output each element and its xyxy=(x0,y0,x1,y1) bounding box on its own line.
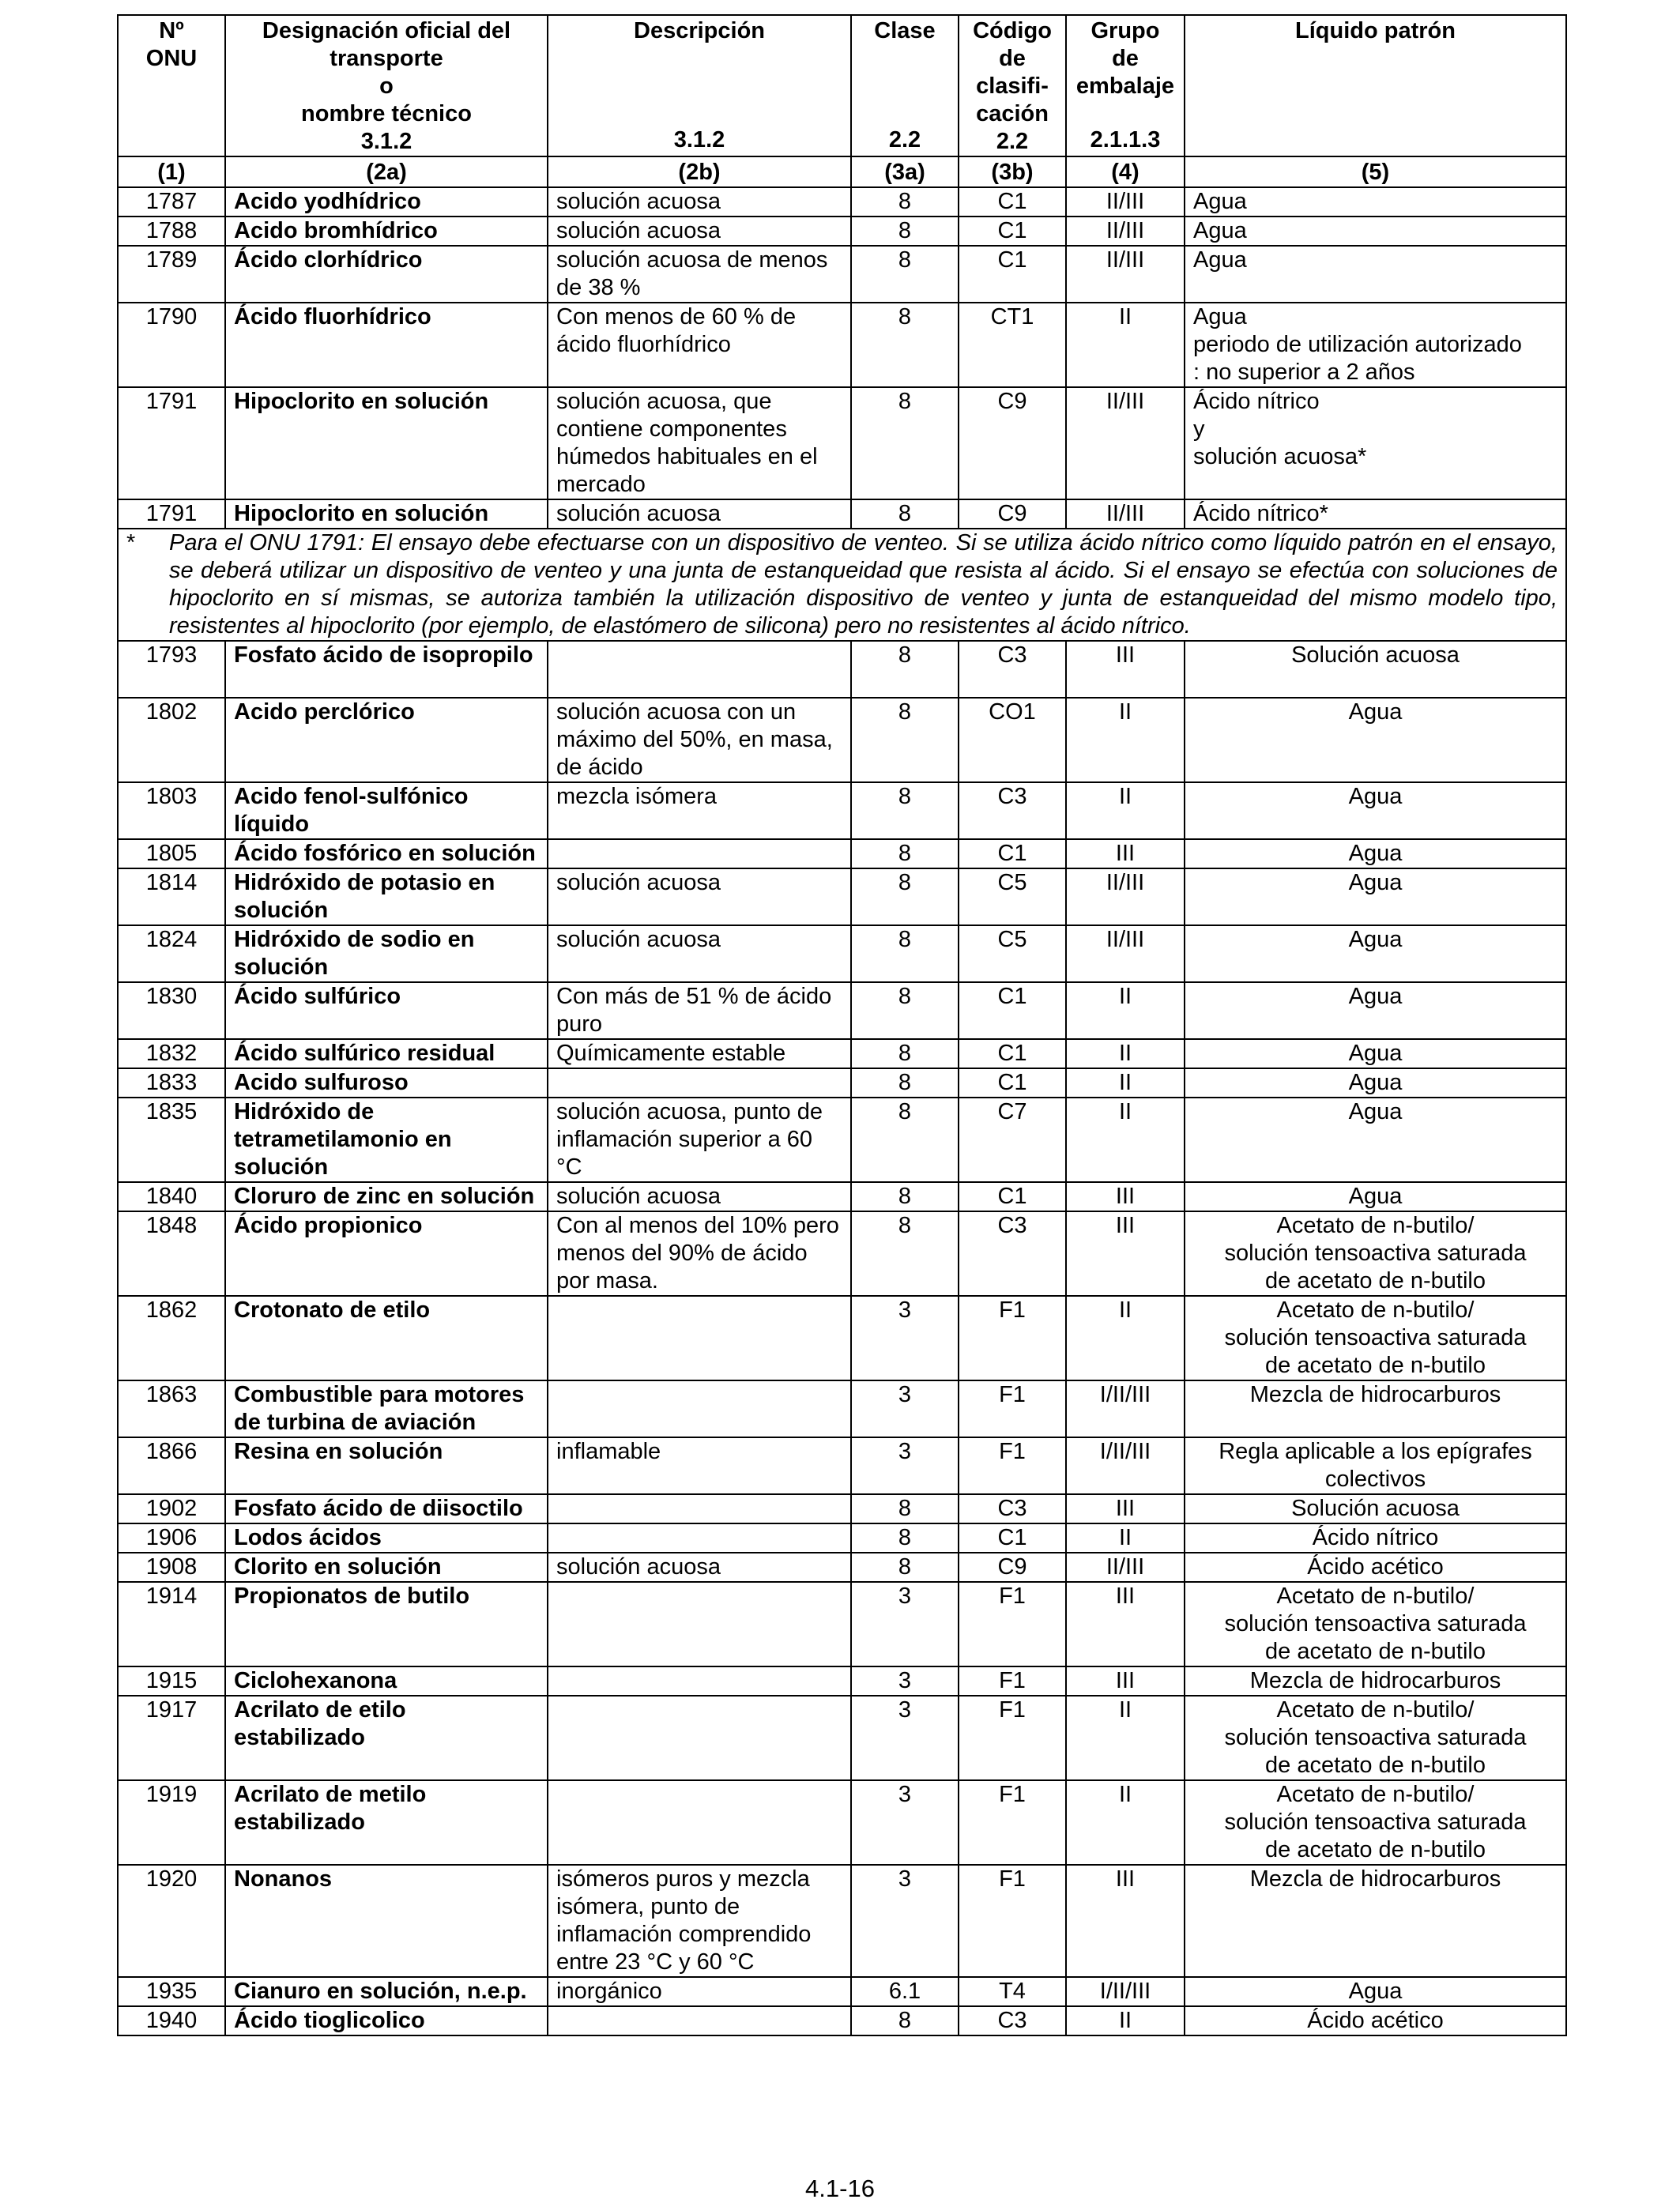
cell-description xyxy=(548,2006,851,2035)
cell-standard-liquid: Agua xyxy=(1185,1068,1566,1098)
header-class: Clase 2.2 xyxy=(851,15,959,156)
cell-description: mezcla isómera xyxy=(548,782,851,839)
cell-shipping-name: Acrilato de metilo estabilizado xyxy=(225,1780,548,1865)
cell-standard-liquid: Agua xyxy=(1185,868,1566,925)
cell-shipping-name: Acido sulfuroso xyxy=(225,1068,548,1098)
cell-standard-liquid: Acetato de n-butilo/ solución tensoactiva saturada de acetato de n-butilo xyxy=(1185,1696,1566,1780)
cell-onu-number: 1919 xyxy=(118,1780,225,1865)
cell-description: Con más de 51 % de ácido puro xyxy=(548,982,851,1039)
cell-description xyxy=(548,1380,851,1437)
cell-standard-liquid: Ácido nítrico* xyxy=(1185,499,1566,529)
cell-standard-liquid: Agua xyxy=(1185,982,1566,1039)
cell-class: 8 xyxy=(851,839,959,868)
cell-packing-group: II xyxy=(1066,1523,1185,1553)
cell-classification-code: C3 xyxy=(959,2006,1066,2035)
cell-onu-number: 1908 xyxy=(118,1553,225,1582)
cell-class: 3 xyxy=(851,1865,959,1977)
cell-packing-group: II xyxy=(1066,1098,1185,1182)
header-packing-group: Grupo de embalaje 2.1.1.3 xyxy=(1066,15,1185,156)
cell-shipping-name: Fosfato ácido de isopropilo xyxy=(225,641,548,698)
cell-packing-group: II xyxy=(1066,698,1185,782)
cell-packing-group: II xyxy=(1066,1068,1185,1098)
table-row xyxy=(118,1296,1566,1380)
table-row xyxy=(118,1039,1566,1068)
cell-classification-code: F1 xyxy=(959,1380,1066,1437)
cell-standard-liquid: Acetato de n-butilo/ solución tensoactiva saturada de acetato de n-butilo xyxy=(1185,1582,1566,1666)
cell-standard-liquid: Agua xyxy=(1185,246,1566,303)
table-row xyxy=(118,1865,1566,1977)
cell-class: 8 xyxy=(851,303,959,387)
cell-standard-liquid: Acetato de n-butilo/ solución tensoactiva saturada de acetato de n-butilo xyxy=(1185,1780,1566,1865)
cell-classification-code: C1 xyxy=(959,1182,1066,1211)
cell-shipping-name: Ciclohexanona xyxy=(225,1666,548,1696)
cell-standard-liquid: Ácido nítrico y solución acuosa* xyxy=(1185,387,1566,499)
table-row xyxy=(118,387,1566,499)
cell-onu-number: 1802 xyxy=(118,698,225,782)
cell-classification-code: C3 xyxy=(959,641,1066,698)
cell-onu-number: 1830 xyxy=(118,982,225,1039)
footnote-marker: * xyxy=(126,530,136,555)
table-row xyxy=(118,246,1566,303)
cell-shipping-name: Hidróxido de sodio en solución xyxy=(225,925,548,982)
table-row xyxy=(118,303,1566,387)
cell-class: 8 xyxy=(851,982,959,1039)
cell-onu-number: 1793 xyxy=(118,641,225,698)
cell-packing-group: III xyxy=(1066,1182,1185,1211)
cell-description: solución acuosa xyxy=(548,1182,851,1211)
cell-description: solución acuosa xyxy=(548,868,851,925)
header-standard-liquid: Líquido patrón xyxy=(1185,15,1566,156)
table-row xyxy=(118,1211,1566,1296)
cell-description xyxy=(548,1523,851,1553)
table-row xyxy=(118,1582,1566,1666)
cell-classification-code: F1 xyxy=(959,1696,1066,1780)
cell-class: 8 xyxy=(851,387,959,499)
cell-description: solución acuosa xyxy=(548,499,851,529)
cell-class: 8 xyxy=(851,1098,959,1182)
cell-onu-number: 1790 xyxy=(118,303,225,387)
cell-packing-group: II/III xyxy=(1066,187,1185,217)
cell-classification-code: C9 xyxy=(959,499,1066,529)
table-row xyxy=(118,1666,1566,1696)
cell-classification-code: CT1 xyxy=(959,303,1066,387)
cell-packing-group: I/II/III xyxy=(1066,1437,1185,1494)
cell-class: 8 xyxy=(851,187,959,217)
cell-classification-code: F1 xyxy=(959,1780,1066,1865)
cell-description xyxy=(548,1296,851,1380)
cell-classification-code: CO1 xyxy=(959,698,1066,782)
cell-shipping-name: Hipoclorito en solución xyxy=(225,499,548,529)
cell-standard-liquid: Agua periodo de utilización autorizado : no superior a 2 años xyxy=(1185,303,1566,387)
cell-classification-code: C9 xyxy=(959,1553,1066,1582)
cell-shipping-name: Propionatos de butilo xyxy=(225,1582,548,1666)
header-designation: Designación oficial del transporte o nombre técnico 3.1.2 xyxy=(225,15,548,156)
cell-class: 8 xyxy=(851,698,959,782)
cell-classification-code: C3 xyxy=(959,1211,1066,1296)
cell-standard-liquid: Agua xyxy=(1185,698,1566,782)
cell-packing-group: II xyxy=(1066,782,1185,839)
cell-description xyxy=(548,1666,851,1696)
cell-onu-number: 1863 xyxy=(118,1380,225,1437)
cell-standard-liquid: Regla aplicable a los epígrafes colectivos xyxy=(1185,1437,1566,1494)
cell-description: inorgánico xyxy=(548,1977,851,2006)
table-row xyxy=(118,1380,1566,1437)
cell-packing-group: III xyxy=(1066,1494,1185,1523)
header-num-4: (4) xyxy=(1066,156,1185,187)
cell-class: 8 xyxy=(851,925,959,982)
table-row xyxy=(118,1068,1566,1098)
cell-shipping-name: Nonanos xyxy=(225,1865,548,1977)
cell-packing-group: II xyxy=(1066,1780,1185,1865)
cell-shipping-name: Crotonato de etilo xyxy=(225,1296,548,1380)
table-row xyxy=(118,1523,1566,1553)
table-row xyxy=(118,1780,1566,1865)
cell-onu-number: 1848 xyxy=(118,1211,225,1296)
footnote-text: Para el ONU 1791: El ensayo debe efectuarse con un dispositivo de venteo. Si se utiliza ácido nítrico como líquido patrón en el ensayo, se deberá utilizar un dispositivo de venteo y una junta de estanqueidad que resista al ácido. Si el ensayo se efectúa con soluciones de hipoclorito en sí mismas, se autoriza también la utilización dispositivo de venteo y junta de estanqueidad del mismo modelo tipo, resistentes al hipoclorito (por ejemplo, de elastómero de silicona) pero no resistentes al ácido nítrico. xyxy=(169,530,1558,638)
cell-onu-number: 1791 xyxy=(118,387,225,499)
cell-description: isómeros puros y mezcla isómera, punto de inflamación comprendido entre 23 °C y 60 °C xyxy=(548,1865,851,1977)
cell-classification-code: F1 xyxy=(959,1296,1066,1380)
header-packing-group-ref: 2.1.1.3 xyxy=(1090,127,1161,153)
table-row xyxy=(118,1437,1566,1494)
table-header xyxy=(118,15,1566,187)
cell-classification-code: C1 xyxy=(959,1068,1066,1098)
cell-classification-code: C1 xyxy=(959,839,1066,868)
header-num-2a: (2a) xyxy=(225,156,548,187)
cell-class: 8 xyxy=(851,868,959,925)
cell-class: 3 xyxy=(851,1696,959,1780)
cell-packing-group: I/II/III xyxy=(1066,1380,1185,1437)
cell-shipping-name: Ácido sulfúrico residual xyxy=(225,1039,548,1068)
cell-shipping-name: Acrilato de etilo estabilizado xyxy=(225,1696,548,1780)
cell-description: solución acuosa de menos de 38 % xyxy=(548,246,851,303)
cell-class: 8 xyxy=(851,1494,959,1523)
cell-description xyxy=(548,1582,851,1666)
cell-standard-liquid: Ácido acético xyxy=(1185,2006,1566,2035)
cell-class: 6.1 xyxy=(851,1977,959,2006)
cell-packing-group: II/III xyxy=(1066,1553,1185,1582)
cell-packing-group: III xyxy=(1066,641,1185,698)
cell-onu-number: 1835 xyxy=(118,1098,225,1182)
cell-onu-number: 1840 xyxy=(118,1182,225,1211)
cell-packing-group: III xyxy=(1066,1666,1185,1696)
cell-classification-code: C3 xyxy=(959,1494,1066,1523)
cell-shipping-name: Hidróxido de potasio en solución xyxy=(225,868,548,925)
cell-standard-liquid: Solución acuosa xyxy=(1185,641,1566,698)
cell-packing-group: II/III xyxy=(1066,868,1185,925)
table-row xyxy=(118,217,1566,246)
cell-classification-code: F1 xyxy=(959,1666,1066,1696)
cell-standard-liquid: Agua xyxy=(1185,925,1566,982)
cell-onu-number: 1914 xyxy=(118,1582,225,1666)
cell-classification-code: C5 xyxy=(959,868,1066,925)
cell-classification-code: F1 xyxy=(959,1437,1066,1494)
cell-onu-number: 1915 xyxy=(118,1666,225,1696)
header-class-ref: 2.2 xyxy=(888,127,921,153)
cell-description: Con menos de 60 % de ácido fluorhídrico xyxy=(548,303,851,387)
cell-description xyxy=(548,1696,851,1780)
header-num-3a: (3a) xyxy=(851,156,959,187)
cell-class: 8 xyxy=(851,499,959,529)
cell-shipping-name: Hidróxido de tetrametilamonio en solución xyxy=(225,1098,548,1182)
table-row xyxy=(118,1182,1566,1211)
table-row xyxy=(118,2006,1566,2035)
header-num-1: (1) xyxy=(118,156,225,187)
cell-onu-number: 1833 xyxy=(118,1068,225,1098)
cell-description: solución acuosa xyxy=(548,1553,851,1582)
cell-onu-number: 1824 xyxy=(118,925,225,982)
cell-onu-number: 1906 xyxy=(118,1523,225,1553)
table-row xyxy=(118,1494,1566,1523)
cell-class: 8 xyxy=(851,1039,959,1068)
cell-class: 8 xyxy=(851,1523,959,1553)
cell-class: 3 xyxy=(851,1437,959,1494)
cell-classification-code: C5 xyxy=(959,925,1066,982)
cell-onu-number: 1832 xyxy=(118,1039,225,1068)
cell-onu-number: 1902 xyxy=(118,1494,225,1523)
cell-packing-group: III xyxy=(1066,839,1185,868)
cell-packing-group: II/III xyxy=(1066,246,1185,303)
cell-shipping-name: Ácido fluorhídrico xyxy=(225,303,548,387)
cell-shipping-name: Resina en solución xyxy=(225,1437,548,1494)
cell-standard-liquid: Agua xyxy=(1185,839,1566,868)
header-num-5: (5) xyxy=(1185,156,1566,187)
cell-class: 3 xyxy=(851,1666,959,1696)
cell-standard-liquid: Agua xyxy=(1185,782,1566,839)
cell-standard-liquid: Agua xyxy=(1185,1098,1566,1182)
cell-onu-number: 1791 xyxy=(118,499,225,529)
cell-description xyxy=(548,1494,851,1523)
cell-class: 8 xyxy=(851,1182,959,1211)
cell-shipping-name: Ácido tioglicolico xyxy=(225,2006,548,2035)
cell-packing-group: II/III xyxy=(1066,925,1185,982)
cell-packing-group: III xyxy=(1066,1211,1185,1296)
cell-shipping-name: Acido perclórico xyxy=(225,698,548,782)
cell-class: 8 xyxy=(851,782,959,839)
header-classification-code: Código de clasifi- cación 2.2 xyxy=(959,15,1066,156)
cell-shipping-name: Acido yodhídrico xyxy=(225,187,548,217)
cell-class: 3 xyxy=(851,1296,959,1380)
cell-classification-code: C1 xyxy=(959,1039,1066,1068)
cell-class: 8 xyxy=(851,2006,959,2035)
header-num-3b: (3b) xyxy=(959,156,1066,187)
cell-class: 8 xyxy=(851,641,959,698)
cell-standard-liquid: Agua xyxy=(1185,217,1566,246)
cell-standard-liquid: Ácido acético xyxy=(1185,1553,1566,1582)
header-designation-ref: 3.1.2 xyxy=(360,129,412,154)
cell-packing-group: II xyxy=(1066,1296,1185,1380)
cell-shipping-name: Cianuro en solución, n.e.p. xyxy=(225,1977,548,2006)
cell-packing-group: II xyxy=(1066,303,1185,387)
cell-description: solución acuosa con un máximo del 50%, en masa, de ácido xyxy=(548,698,851,782)
cell-description: solución acuosa, punto de inflamación superior a 60 °C xyxy=(548,1098,851,1182)
cell-onu-number: 1917 xyxy=(118,1696,225,1780)
cell-onu-number: 1866 xyxy=(118,1437,225,1494)
cell-classification-code: C9 xyxy=(959,387,1066,499)
cell-onu-number: 1787 xyxy=(118,187,225,217)
cell-classification-code: C1 xyxy=(959,217,1066,246)
cell-standard-liquid: Ácido nítrico xyxy=(1185,1523,1566,1553)
cell-onu-number: 1814 xyxy=(118,868,225,925)
cell-class: 8 xyxy=(851,217,959,246)
table-row xyxy=(118,982,1566,1039)
cell-standard-liquid: Acetato de n-butilo/ solución tensoactiva saturada de acetato de n-butilo xyxy=(1185,1211,1566,1296)
cell-shipping-name: Hipoclorito en solución xyxy=(225,387,548,499)
table-row xyxy=(118,868,1566,925)
cell-shipping-name: Ácido sulfúrico xyxy=(225,982,548,1039)
table-row xyxy=(118,187,1566,217)
page-number: 4.1-16 xyxy=(805,2175,875,2202)
cell-description: solución acuosa xyxy=(548,217,851,246)
cell-classification-code: C7 xyxy=(959,1098,1066,1182)
cell-description xyxy=(548,1780,851,1865)
cell-packing-group: II/III xyxy=(1066,217,1185,246)
cell-class: 8 xyxy=(851,1211,959,1296)
table-row xyxy=(118,782,1566,839)
cell-packing-group: III xyxy=(1066,1582,1185,1666)
cell-shipping-name: Ácido propionico xyxy=(225,1211,548,1296)
table-row xyxy=(118,925,1566,982)
table-row xyxy=(118,1977,1566,2006)
cell-shipping-name: Acido bromhídrico xyxy=(225,217,548,246)
cell-standard-liquid: Agua xyxy=(1185,1977,1566,2006)
cell-shipping-name: Acido fenol-sulfónico líquido xyxy=(225,782,548,839)
cell-shipping-name: Lodos ácidos xyxy=(225,1523,548,1553)
header-onu: Nº ONU xyxy=(118,15,225,156)
substances-table xyxy=(117,14,1567,2036)
cell-onu-number: 1788 xyxy=(118,217,225,246)
cell-shipping-name: Fosfato ácido de diisoctilo xyxy=(225,1494,548,1523)
cell-classification-code: F1 xyxy=(959,1865,1066,1977)
cell-packing-group: II xyxy=(1066,1696,1185,1780)
cell-shipping-name: Ácido fosfórico en solución xyxy=(225,839,548,868)
cell-class: 8 xyxy=(851,1553,959,1582)
cell-standard-liquid: Agua xyxy=(1185,187,1566,217)
table-note-section xyxy=(118,529,1566,641)
table-row xyxy=(118,499,1566,529)
cell-class: 8 xyxy=(851,246,959,303)
cell-standard-liquid: Acetato de n-butilo/ solución tensoactiva saturada de acetato de n-butilo xyxy=(1185,1296,1566,1380)
header-description: Descripción 3.1.2 xyxy=(548,15,851,156)
cell-packing-group: III xyxy=(1066,1865,1185,1977)
cell-packing-group: I/II/III xyxy=(1066,1977,1185,2006)
cell-classification-code: C3 xyxy=(959,782,1066,839)
cell-onu-number: 1935 xyxy=(118,1977,225,2006)
table-row xyxy=(118,641,1566,698)
cell-classification-code: F1 xyxy=(959,1582,1066,1666)
cell-packing-group: II xyxy=(1066,1039,1185,1068)
cell-packing-group: II/III xyxy=(1066,499,1185,529)
cell-classification-code: C1 xyxy=(959,246,1066,303)
cell-onu-number: 1803 xyxy=(118,782,225,839)
cell-packing-group: II xyxy=(1066,982,1185,1039)
cell-description xyxy=(548,641,851,698)
cell-standard-liquid: Solución acuosa xyxy=(1185,1494,1566,1523)
cell-shipping-name: Ácido clorhídrico xyxy=(225,246,548,303)
table-body-upper xyxy=(118,187,1566,529)
table-row xyxy=(118,698,1566,782)
cell-standard-liquid: Mezcla de hidrocarburos xyxy=(1185,1380,1566,1437)
cell-standard-liquid: Mezcla de hidrocarburos xyxy=(1185,1666,1566,1696)
cell-shipping-name: Cloruro de zinc en solución xyxy=(225,1182,548,1211)
cell-description: Con al menos del 10% pero menos del 90% de ácido por masa. xyxy=(548,1211,851,1296)
cell-standard-liquid: Agua xyxy=(1185,1039,1566,1068)
cell-standard-liquid: Agua xyxy=(1185,1182,1566,1211)
cell-shipping-name: Clorito en solución xyxy=(225,1553,548,1582)
cell-onu-number: 1789 xyxy=(118,246,225,303)
cell-classification-code: C1 xyxy=(959,187,1066,217)
cell-class: 8 xyxy=(851,1068,959,1098)
cell-classification-code: C1 xyxy=(959,1523,1066,1553)
cell-description xyxy=(548,839,851,868)
table-row xyxy=(118,1098,1566,1182)
cell-description: solución acuosa xyxy=(548,187,851,217)
cell-class: 3 xyxy=(851,1780,959,1865)
cell-classification-code: T4 xyxy=(959,1977,1066,2006)
cell-onu-number: 1805 xyxy=(118,839,225,868)
table-row xyxy=(118,1553,1566,1582)
header-classification-code-ref: 2.2 xyxy=(996,129,1029,154)
table-row xyxy=(118,839,1566,868)
cell-description: Químicamente estable xyxy=(548,1039,851,1068)
header-description-ref: 3.1.2 xyxy=(673,127,725,153)
cell-class: 3 xyxy=(851,1380,959,1437)
cell-onu-number: 1862 xyxy=(118,1296,225,1380)
cell-description: solución acuosa, que contiene componentes húmedos habituales en el mercado xyxy=(548,387,851,499)
table-row xyxy=(118,1696,1566,1780)
cell-description: solución acuosa xyxy=(548,925,851,982)
footnote-1791 xyxy=(118,529,1566,641)
cell-description: inflamable xyxy=(548,1437,851,1494)
cell-classification-code: C1 xyxy=(959,982,1066,1039)
cell-onu-number: 1940 xyxy=(118,2006,225,2035)
cell-description xyxy=(548,1068,851,1098)
cell-class: 3 xyxy=(851,1582,959,1666)
cell-packing-group: II/III xyxy=(1066,387,1185,499)
cell-standard-liquid: Mezcla de hidrocarburos xyxy=(1185,1865,1566,1977)
cell-packing-group: II xyxy=(1066,2006,1185,2035)
cell-onu-number: 1920 xyxy=(118,1865,225,1977)
cell-shipping-name: Combustible para motores de turbina de aviación xyxy=(225,1380,548,1437)
table-body-lower xyxy=(118,641,1566,2035)
header-num-2b: (2b) xyxy=(548,156,851,187)
